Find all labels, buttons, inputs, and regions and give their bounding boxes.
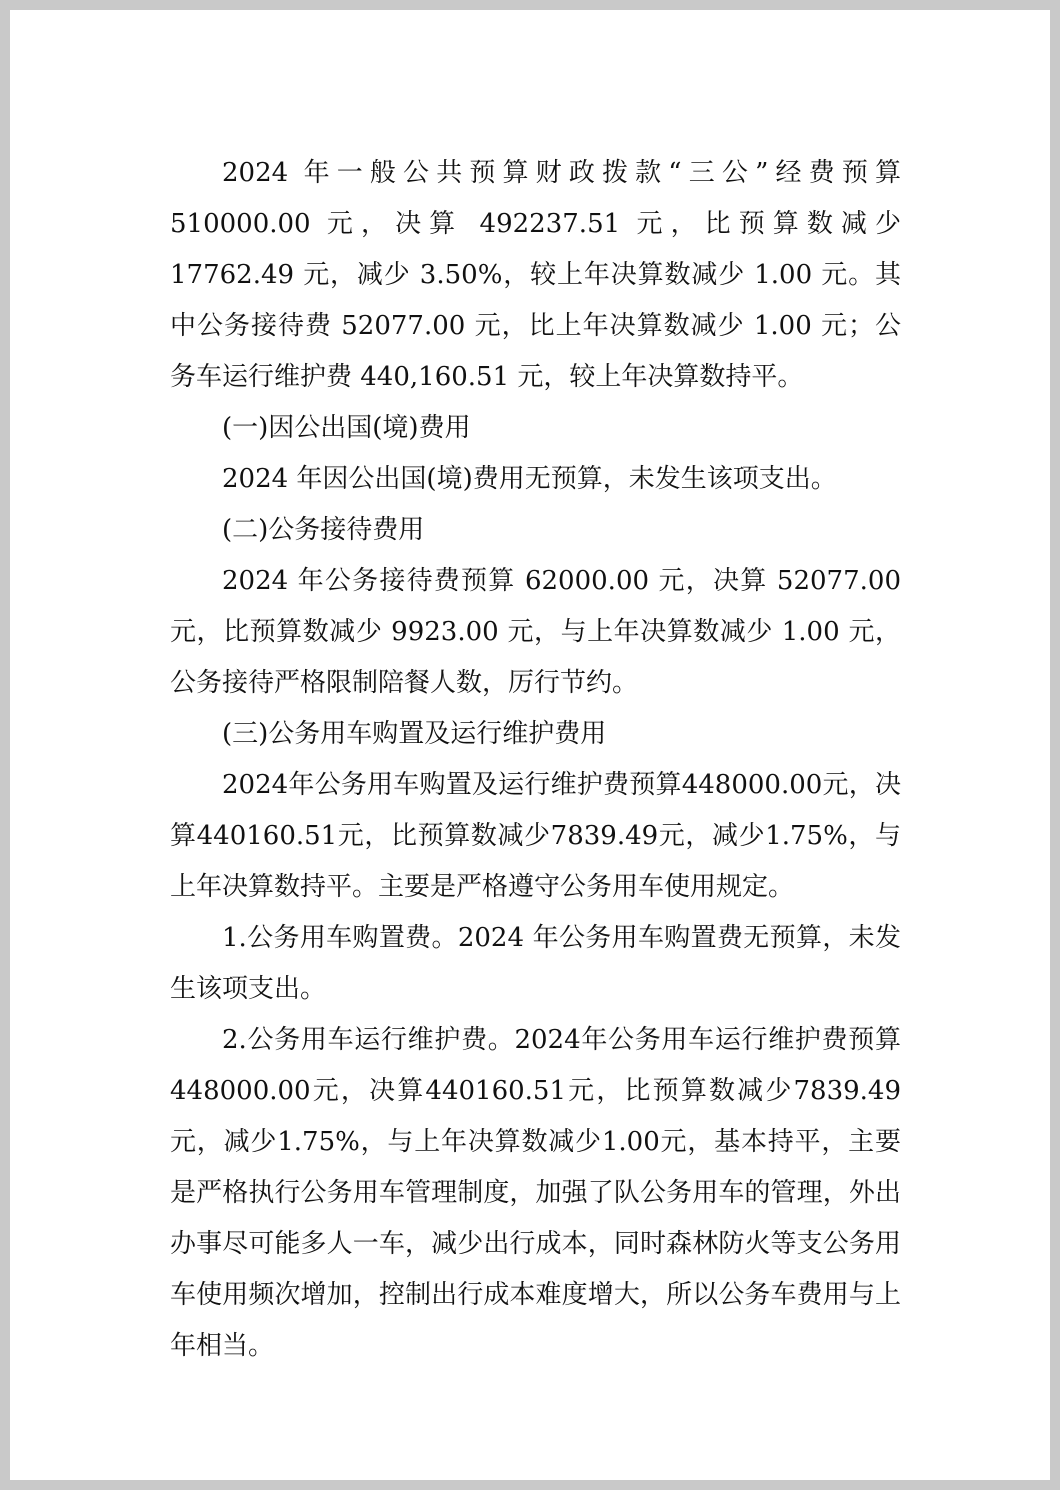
vehicle-purchase-paragraph: 1.公务用车购置费。2024 年公务用车购置费无预算，未发生该项支出。	[170, 923, 901, 1004]
section-heading-official-vehicles: (三)公务用车购置及运行维护费用	[222, 719, 607, 749]
document-page	[10, 10, 1050, 1480]
vehicle-maintenance-paragraph: 2.公务用车运行维护费。2024年公务用车运行维护费预算448000.00元，决算440160.51元，比预算数减少7839.49元，减少1.75%，与上年决算数减少1.00元，基本持平，主要是严格执行公务用车管理制度，加强了队公务用车的管理，外出办事尽可能多人一车，减少出行成本，同时森林防火等支公务用车使用频次增加，控制出行成本难度增大，所以公务车费用与上年相当。	[170, 1025, 901, 1361]
document-body	[170, 148, 901, 1372]
official-reception-paragraph: 2024 年公务接待费预算 62000.00 元，决算 52077.00 元，比预算数减少 9923.00 元，与上年决算数减少 1.00 元，公务接待严格限制陪餐人数，厉行节约。	[170, 566, 901, 698]
overseas-travel-paragraph: 2024 年因公出国(境)费用无预算，未发生该项支出。	[222, 464, 837, 494]
three-public-expenses-summary-paragraph: 2024 年一般公共预算财政拨款“三公”经费预算 510000.00 元，决算 492237.51 元，比预算数减少 17762.49 元，减少 3.50%，较上年决算数减少 1.00 元。其中公务接待费 52077.00 元，比上年决算数减少 1.00 元；公务车运行维护费 440,160.51 元，较上年决算数持平。	[170, 158, 901, 392]
official-vehicles-paragraph: 2024年公务用车购置及运行维护费预算448000.00元，决算440160.51元，比预算数减少7839.49元，减少1.75%，与上年决算数持平。主要是严格遵守公务用车使用规定。	[170, 770, 901, 902]
section-heading-official-reception: (二)公务接待费用	[222, 515, 425, 545]
section-heading-overseas-travel: (一)因公出国(境)费用	[222, 413, 471, 443]
